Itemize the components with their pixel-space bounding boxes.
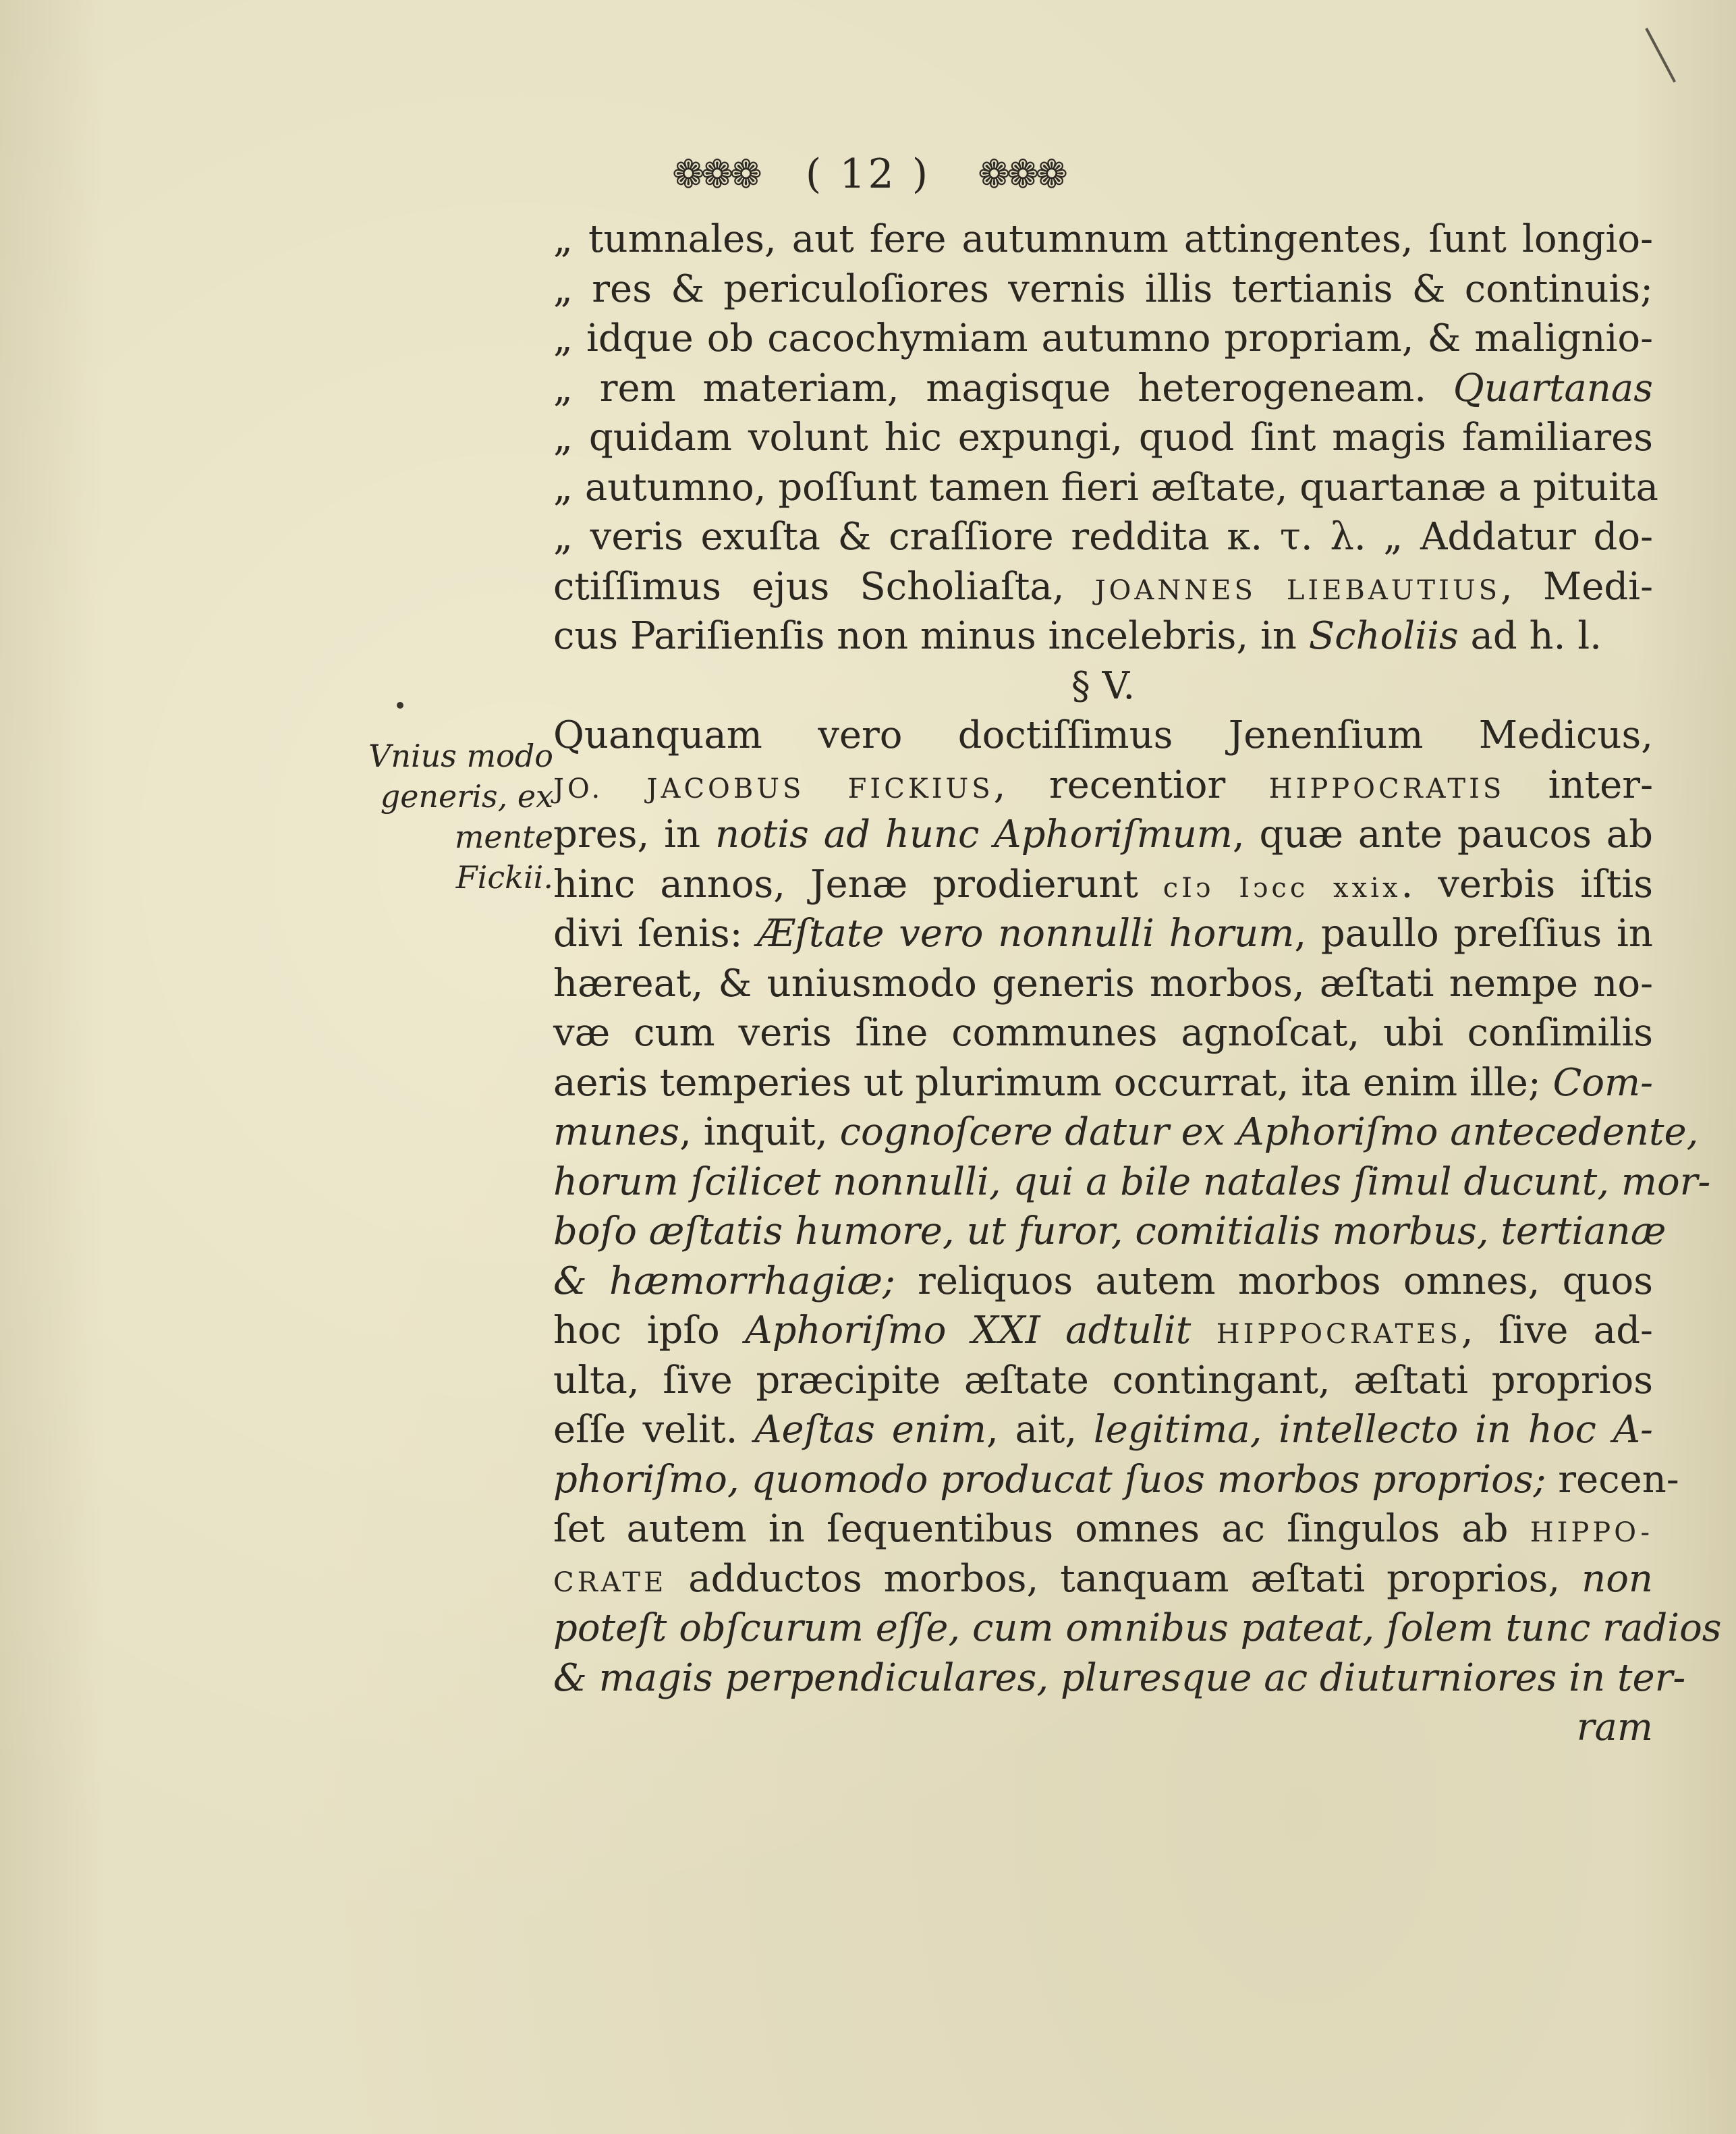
italic-text: Scholiis (1308, 614, 1459, 658)
text-line (553, 463, 1659, 513)
text-run: hoc ipſo (553, 1309, 746, 1352)
text-run: , paullo preſſius in (1294, 912, 1653, 956)
page-header (0, 147, 1736, 201)
italic-text: notis ad hunc Aphoriſmum (715, 813, 1233, 856)
text-run: „ rem materiam, magisque heterogeneam. (553, 366, 1453, 410)
page-number: ( 12 ) (805, 151, 931, 198)
text-run: aeris temperies ut plurimum occurrat, ita enim ille; (553, 1060, 1553, 1105)
text-line (553, 1207, 1667, 1257)
margin-note-line: mente Fickii. (454, 819, 553, 896)
text-line (553, 1703, 1653, 1753)
section-heading (553, 661, 1653, 711)
text-line (553, 562, 1653, 612)
text-run: „ idque ob cacochymiam autumno propriam, & malignio- (553, 317, 1653, 360)
small-caps-name: JOANNES LIEBAUTIUS (1094, 574, 1501, 606)
text-run: inter- (1505, 763, 1653, 807)
body-text (553, 215, 1722, 1753)
italic-text: Com- (1552, 1060, 1654, 1105)
small-caps-name: HIPPOCRATIS (1268, 773, 1505, 804)
text-line (553, 1157, 1711, 1207)
italic-text: Æſtate vero nonnulli horum (757, 912, 1295, 956)
text-line (553, 1257, 1653, 1307)
text-run (1191, 1309, 1216, 1352)
text-line (553, 1107, 1699, 1157)
small-caps-name: HIPPO- (1530, 1517, 1653, 1548)
text-line (553, 1306, 1653, 1356)
text-run: eſſe velit. (553, 1408, 755, 1452)
text-line (553, 959, 1653, 1009)
page-fold-mark (1645, 28, 1676, 82)
italic-text: legitima, intellecto in hoc A- (1093, 1408, 1653, 1452)
ornament-right-icon: ❁❁❁ (978, 151, 1064, 197)
text-line (553, 761, 1653, 811)
text-line (553, 413, 1653, 463)
text-run: ulta, ſive præcipite æſtate contingant, æſtati proprios (553, 1358, 1653, 1402)
text-run: adductos morbos, tanquam æſtati proprios, (667, 1556, 1582, 1601)
text-line (553, 711, 1653, 761)
italic-text: & hæmorrhagiæ; (553, 1259, 895, 1303)
text-line (553, 1554, 1653, 1604)
text-run: ſet autem in ſequentibus omnes ac ſingulos ab (553, 1507, 1530, 1551)
text-line (553, 265, 1653, 314)
italic-text: boſo æſtatis humore, ut furor, comitialis morbus, tertianæ (553, 1209, 1667, 1253)
italic-text: & magis perpendiculares, pluresque ac diuturniores in ter- (553, 1656, 1686, 1700)
text-line (553, 1058, 1653, 1108)
text-line (553, 1405, 1653, 1455)
text-run: , quæ ante paucos ab (1232, 813, 1653, 856)
text-line (553, 611, 1653, 661)
text-run: § V. (1071, 663, 1136, 708)
text-line (553, 860, 1653, 910)
text-run: , ſive ad- (1461, 1309, 1653, 1352)
text-run: pres, in (553, 813, 715, 856)
text-run: „ veris exuſta & craſſiore reddita κ. τ. λ. „ Addatur do- (553, 515, 1653, 559)
text-run: „ quidam volunt hic expungi, quod ſint magis familiares (553, 416, 1653, 460)
small-caps-name: HIPPOCRATES (1216, 1319, 1461, 1350)
text-line (553, 364, 1653, 414)
text-run: „ res & periculoſiores vernis illis tertianis & continuis; (553, 267, 1653, 311)
italic-text: non (1581, 1556, 1653, 1601)
text-line (553, 512, 1653, 562)
text-run: hæreat, & uniusmodo generis morbos, æſtati nempe no- (553, 961, 1653, 1006)
text-run: , Medi- (1501, 564, 1654, 609)
margin-note (351, 736, 553, 898)
text-run: , recentior (993, 763, 1269, 807)
small-caps-name: CRATE (553, 1566, 667, 1598)
text-run: „ autumno, poſſunt tamen fieri æſtate, quartanæ a pituita (553, 465, 1659, 510)
text-line (553, 1504, 1653, 1554)
text-line (553, 1356, 1653, 1406)
text-run: hinc annos, Jenæ prodierunt (553, 862, 1163, 906)
italic-text: munes (553, 1110, 680, 1154)
italic-text: Aphoriſmo XXI adtulit (745, 1309, 1192, 1352)
text-run: ad h. l. (1458, 614, 1602, 658)
italic-text: phoriſmo, quomodo producat ſuos morbos proprios; (553, 1457, 1546, 1502)
text-run: , ait, (986, 1408, 1094, 1452)
text-run: recen- (1546, 1457, 1679, 1502)
text-run: ctiſſimus ejus Scholiaſta, (553, 564, 1095, 609)
text-line (553, 215, 1653, 265)
text-line (553, 1008, 1653, 1058)
text-run: Quanquam vero doctiſſimus Jenenſium Medicus, (553, 713, 1653, 757)
italic-text: ram (1576, 1705, 1653, 1749)
text-run: væ cum veris ſine communes agnoſcat, ubi conſimilis (553, 1011, 1653, 1055)
small-caps-name: JO. JACOBUS FICKIUS (553, 773, 994, 804)
text-run: „ tumnales, aut fere autumnum attingentes, ſunt longio- (553, 217, 1653, 261)
margin-dot (397, 702, 403, 709)
text-run: cus Pariſienſis non minus incelebris, in (553, 614, 1309, 658)
italic-text: poteſt obſcurum eſſe, cum omnibus pateat, ſolem tunc radios (553, 1606, 1722, 1650)
margin-note-line: Vnius modo (368, 738, 553, 774)
text-run: , inquit, (679, 1110, 840, 1154)
margin-note-line: generis, ex (380, 778, 553, 815)
text-line (553, 314, 1653, 364)
text-run: divi ſenis: (553, 912, 758, 956)
text-run: reliquos autem morbos omnes, quos (895, 1259, 1654, 1303)
text-line (553, 1604, 1722, 1653)
text-line (553, 810, 1653, 860)
italic-text: Quartanas (1453, 366, 1653, 410)
ornament-left-icon: ❁❁❁ (672, 151, 758, 197)
italic-text: cognoſcere datur ex Aphoriſmo antecedente, (839, 1110, 1699, 1154)
text-line (553, 1653, 1686, 1703)
italic-text: horum ſcilicet nonnulli, qui a bile natales ſimul ducunt, mor- (553, 1159, 1711, 1204)
small-caps-name: cIↄ Iↄcc xxix (1163, 872, 1401, 904)
text-line (553, 1455, 1679, 1505)
text-run: . verbis iſtis (1401, 862, 1653, 906)
text-line (553, 909, 1653, 959)
italic-text: Aeſtas enim (754, 1408, 986, 1452)
